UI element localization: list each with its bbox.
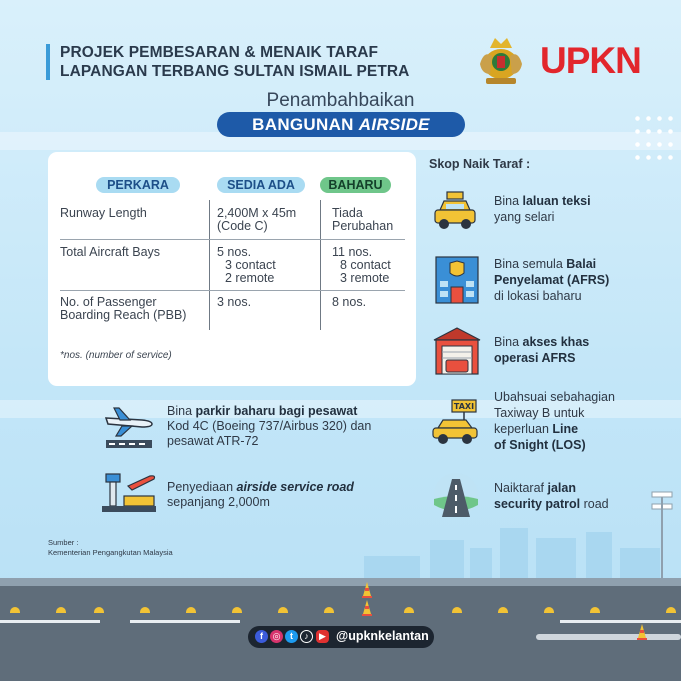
page-title xyxy=(60,43,460,81)
scope-post: road xyxy=(580,497,609,511)
cell-line: 2,400M x 45m xyxy=(217,206,297,220)
scope-line xyxy=(494,437,615,453)
table-divider xyxy=(209,200,210,330)
runway-light xyxy=(666,607,676,613)
traffic-cone-icon xyxy=(362,600,372,616)
cell-line: 3 contact xyxy=(225,258,276,272)
item-bold: airside service road xyxy=(236,480,354,494)
runway-light xyxy=(56,607,66,613)
traffic-cone-icon xyxy=(637,624,647,640)
runway-stripe xyxy=(0,620,100,623)
scope-line xyxy=(494,496,609,512)
scope-pre: Bina xyxy=(494,335,523,349)
scope-bold: jalan xyxy=(547,481,576,495)
scope-line xyxy=(494,421,615,437)
scope-bold: akses khas xyxy=(522,335,590,349)
scope-line: Taxiway B untuk xyxy=(494,406,585,420)
title-accent-bar xyxy=(46,44,50,80)
item-pre: Penyediaan xyxy=(167,480,237,494)
table-cell: 8 nos. xyxy=(332,295,367,309)
cell-line: 5 nos. xyxy=(217,245,252,259)
control-tower-icon xyxy=(100,470,158,516)
scope-title: Skop Naik Taraf : xyxy=(429,157,531,171)
road-icon xyxy=(432,471,480,519)
scope-line xyxy=(494,272,609,288)
left-item-service-road xyxy=(167,480,407,510)
item-line: pesawat ATR-72 xyxy=(167,434,259,448)
source-value: Kementerian Pengangkutan Malaysia xyxy=(48,548,173,557)
scope-bold: operasi AFRS xyxy=(494,351,576,365)
cell-line: 11 nos. xyxy=(332,245,373,259)
social-handle[interactable]: @upknkelantan xyxy=(336,629,429,643)
header-sedia-ada: SEDIA ADA xyxy=(217,177,305,193)
scope-pre: keperluan xyxy=(494,422,553,436)
runway-light xyxy=(498,607,508,613)
runway-light xyxy=(404,607,414,613)
banner-plain: BANGUNAN xyxy=(252,115,359,134)
table-cell: Runway Length xyxy=(60,206,147,220)
header-perkara: PERKARA xyxy=(96,177,180,193)
scope-bold: Balai xyxy=(566,257,597,271)
title-line-2: LAPANGAN TERBANG SULTAN ISMAIL PETRA xyxy=(60,63,410,80)
svg-text:TAXI: TAXI xyxy=(453,402,475,411)
left-item-parking xyxy=(167,404,407,449)
taxi-car-icon xyxy=(430,398,480,446)
table-cell xyxy=(60,296,186,322)
cell-line: Boarding Reach (PBB) xyxy=(60,308,187,322)
table-divider xyxy=(60,239,405,240)
cell-line: (Code C) xyxy=(217,219,268,233)
scope-pre: Bina semula xyxy=(494,257,567,271)
table-footnote: *nos. (number of service) xyxy=(60,350,172,361)
section-banner xyxy=(217,112,465,137)
scope-item-taxiway-b xyxy=(494,389,615,453)
tiktok-icon[interactable]: ♪ xyxy=(300,630,313,643)
scope-item-patrol-road xyxy=(494,480,609,512)
table-cell: 3 nos. xyxy=(217,295,252,309)
runway-stripe xyxy=(560,620,681,623)
cell-line: 8 contact xyxy=(340,258,391,272)
cell-line: 2 remote xyxy=(225,271,275,285)
scope-item-taxi xyxy=(494,193,591,225)
scope-bold: Penyelamat (AFRS) xyxy=(494,273,610,287)
runway-light xyxy=(452,607,462,613)
table-cell xyxy=(332,207,393,233)
source-label: Sumber : xyxy=(48,538,79,547)
scope-bold: security patrol xyxy=(494,497,581,511)
item-line: Kod 4C (Boeing 737/Airbus 320) dan xyxy=(167,419,372,433)
scope-line: yang selari xyxy=(494,210,555,224)
fire-station-icon xyxy=(432,253,482,305)
table-cell xyxy=(332,246,391,285)
facebook-icon[interactable]: f xyxy=(255,630,268,643)
upkn-logo xyxy=(540,40,641,82)
scope-line xyxy=(494,480,609,496)
table-divider xyxy=(60,290,405,291)
item-line: sepanjang 2,000m xyxy=(167,495,270,509)
city-building xyxy=(586,532,612,578)
table-cell: Total Aircraft Bays xyxy=(60,245,161,259)
table-divider xyxy=(320,200,321,330)
header-baharu: BAHARU xyxy=(320,177,391,193)
runway-light xyxy=(232,607,242,613)
city-building xyxy=(500,528,528,578)
state-crest-icon xyxy=(476,34,526,88)
city-building xyxy=(536,538,576,578)
city-building xyxy=(430,540,464,578)
runway-light xyxy=(186,607,196,613)
table-cell xyxy=(217,207,296,233)
runway-edge xyxy=(0,578,681,586)
source-note xyxy=(48,538,173,558)
cell-line: No. of Passenger xyxy=(60,295,157,309)
runway-light xyxy=(590,607,600,613)
light-pole-icon xyxy=(650,490,674,580)
runway-light xyxy=(324,607,334,613)
runway-light xyxy=(140,607,150,613)
aircraft-parking-icon xyxy=(102,402,156,452)
city-building xyxy=(470,548,492,578)
runway-light xyxy=(544,607,554,613)
banner-italic: AIRSIDE xyxy=(358,115,430,134)
table-cell xyxy=(217,246,276,285)
scope-line xyxy=(494,350,589,366)
logo-text: UPKN xyxy=(540,40,641,81)
scope-line: Ubahsuai sebahagian xyxy=(494,390,615,404)
scope-line xyxy=(494,193,591,209)
scope-bold: of Snight (LOS) xyxy=(494,438,586,452)
runway-stripe xyxy=(130,620,240,623)
city-building xyxy=(364,556,420,578)
traffic-cone-icon xyxy=(362,582,372,598)
section-subtitle: Penambahbaikan xyxy=(266,90,415,111)
instagram-icon[interactable]: ◎ xyxy=(270,630,283,643)
title-line-1: PROJEK PEMBESARAN & MENAIK TARAF xyxy=(60,44,379,61)
scope-bold: Line xyxy=(552,422,579,436)
runway-light xyxy=(94,607,104,613)
cell-line: 3 remote xyxy=(340,271,390,285)
cell-line: Perubahan xyxy=(332,219,394,233)
cell-line: Tiada xyxy=(332,206,363,220)
item-bold: parkir baharu bagi pesawat xyxy=(195,404,358,418)
scope-line xyxy=(494,334,589,350)
scope-pre: Bina xyxy=(494,194,523,208)
item-line xyxy=(167,480,407,495)
scope-pre: Naiktaraf xyxy=(494,481,548,495)
scope-line xyxy=(494,256,609,272)
scope-bold: laluan teksi xyxy=(522,194,591,208)
taxi-icon xyxy=(432,190,478,234)
garage-icon xyxy=(432,326,482,376)
runway-light xyxy=(10,607,20,613)
runway-stripe xyxy=(536,634,681,640)
decor-dots xyxy=(632,112,676,164)
twitter-icon[interactable]: t xyxy=(285,630,298,643)
youtube-icon[interactable]: ▶ xyxy=(316,630,329,643)
item-pre: Bina xyxy=(167,404,196,418)
scope-item-afrs xyxy=(494,256,609,304)
scope-item-access xyxy=(494,334,589,366)
item-line xyxy=(167,404,407,419)
runway-light xyxy=(278,607,288,613)
scope-line: di lokasi baharu xyxy=(494,289,582,303)
